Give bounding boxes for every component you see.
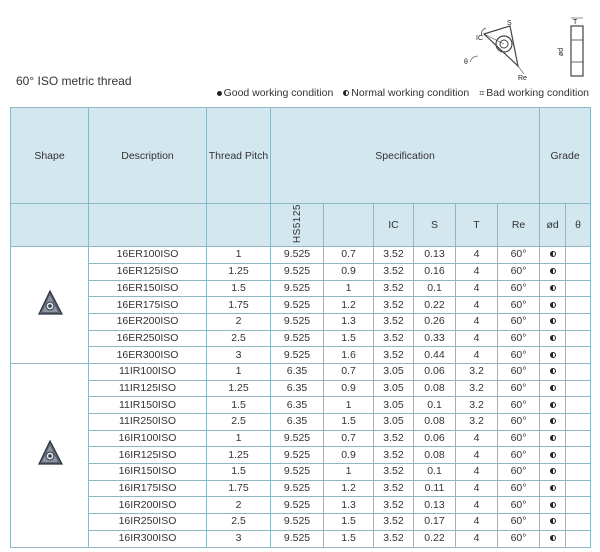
- normal-condition-icon: [550, 335, 556, 341]
- table-cell: 1.25: [207, 263, 271, 280]
- table-cell: 1.5: [324, 530, 374, 547]
- header-theta: θ: [566, 204, 591, 247]
- table-cell: 4: [456, 347, 498, 364]
- table-cell: 9.525: [271, 514, 324, 531]
- diagram-label-s: S: [507, 20, 512, 27]
- header-ic: IC: [374, 204, 414, 247]
- table-cell: 3.52: [374, 464, 414, 481]
- table-cell: 3.05: [374, 414, 414, 431]
- table-row: [11, 464, 591, 481]
- table-cell: 0.08: [414, 447, 456, 464]
- grade-condition-cell: [540, 363, 566, 380]
- header-s: S: [414, 204, 456, 247]
- normal-condition-icon: [550, 452, 556, 458]
- table-cell: 2.5: [207, 414, 271, 431]
- legend-good-label: Good working condition: [223, 87, 334, 99]
- grade-condition-cell: [540, 447, 566, 464]
- normal-condition-icon: [550, 518, 556, 524]
- table-cell: 0.9: [324, 447, 374, 464]
- table-row: [11, 514, 591, 531]
- table-cell: 3.52: [374, 480, 414, 497]
- table-row: [11, 247, 591, 264]
- table-cell: 60°: [498, 380, 540, 397]
- grade-blank-cell: [566, 330, 591, 347]
- shape-image-cell: [11, 363, 89, 547]
- grade-condition-cell: [540, 297, 566, 314]
- table-cell: 1: [207, 430, 271, 447]
- normal-condition-icon: [550, 418, 556, 424]
- condition-legend: [217, 87, 589, 99]
- grade-blank-cell: [566, 380, 591, 397]
- table-cell: 9.525: [271, 530, 324, 547]
- normal-condition-icon: [550, 385, 556, 391]
- table-cell: 60°: [498, 363, 540, 380]
- table-cell: 0.22: [414, 297, 456, 314]
- header-grade-name-cell: [271, 204, 324, 247]
- table-cell: 60°: [498, 397, 540, 414]
- table-row: [11, 297, 591, 314]
- table-row: [11, 447, 591, 464]
- table-cell: 16ER250ISO: [89, 330, 207, 347]
- grade-condition-cell: [540, 330, 566, 347]
- table-cell: 1.25: [207, 380, 271, 397]
- table-cell: 0.44: [414, 347, 456, 364]
- grade-blank-cell: [566, 247, 591, 264]
- header-re: Re: [498, 204, 540, 247]
- header-t: T: [456, 204, 498, 247]
- header-description-blank: [89, 204, 207, 247]
- table-cell: 4: [456, 263, 498, 280]
- header-grade-blank: [324, 204, 374, 247]
- table-cell: 16ER100ISO: [89, 247, 207, 264]
- table-cell: 0.11: [414, 480, 456, 497]
- table-cell: 11IR250ISO: [89, 414, 207, 431]
- table-cell: 4: [456, 530, 498, 547]
- grade-condition-cell: [540, 464, 566, 481]
- grade-blank-cell: [566, 313, 591, 330]
- table-cell: 9.525: [271, 497, 324, 514]
- table-cell: 0.06: [414, 430, 456, 447]
- table-cell: 9.525: [271, 480, 324, 497]
- table-cell: 4: [456, 297, 498, 314]
- table-cell: 4: [456, 480, 498, 497]
- grade-condition-cell: [540, 397, 566, 414]
- header-grade: Grade: [540, 108, 591, 204]
- table-cell: 0.1: [414, 464, 456, 481]
- grade-blank-cell: [566, 280, 591, 297]
- grade-blank-cell: [566, 347, 591, 364]
- table-cell: 1.75: [207, 480, 271, 497]
- table-cell: 60°: [498, 347, 540, 364]
- table-cell: 2.5: [207, 514, 271, 531]
- legend-normal: [343, 87, 469, 99]
- normal-condition-icon: [343, 90, 349, 96]
- normal-condition-icon: [550, 251, 556, 257]
- grade-condition-cell: [540, 247, 566, 264]
- table-cell: 4: [456, 313, 498, 330]
- table-cell: 16IR200ISO: [89, 497, 207, 514]
- table-cell: 60°: [498, 263, 540, 280]
- table-cell: 3.52: [374, 497, 414, 514]
- table-cell: 4: [456, 514, 498, 531]
- table-cell: 4: [456, 447, 498, 464]
- header-od: ød: [540, 204, 566, 247]
- header-pitch-blank: [207, 204, 271, 247]
- grade-condition-cell: [540, 530, 566, 547]
- table-row: [11, 363, 591, 380]
- normal-condition-icon: [550, 285, 556, 291]
- table-cell: 16IR175ISO: [89, 480, 207, 497]
- table-cell: 4: [456, 247, 498, 264]
- table-cell: 4: [456, 330, 498, 347]
- table-row: [11, 480, 591, 497]
- grade-blank-cell: [566, 480, 591, 497]
- table-cell: 3.05: [374, 363, 414, 380]
- table-cell: 3.2: [456, 397, 498, 414]
- table-cell: 0.08: [414, 380, 456, 397]
- normal-condition-icon: [550, 302, 556, 308]
- table-cell: 0.16: [414, 263, 456, 280]
- legend-normal-label: Normal working condition: [351, 87, 470, 99]
- table-cell: 60°: [498, 514, 540, 531]
- table-cell: 1.5: [324, 414, 374, 431]
- table-cell: 1: [324, 280, 374, 297]
- table-cell: 60°: [498, 313, 540, 330]
- table-cell: 1.5: [207, 464, 271, 481]
- normal-condition-icon: [550, 352, 556, 358]
- table-cell: 1: [324, 464, 374, 481]
- grade-condition-cell: [540, 414, 566, 431]
- table-cell: 60°: [498, 480, 540, 497]
- diagram-label-od: ød: [558, 47, 565, 56]
- table-cell: 1.5: [207, 397, 271, 414]
- bad-condition-icon: ⌗: [479, 87, 485, 98]
- table-cell: 1.5: [324, 514, 374, 531]
- table-cell: 3.52: [374, 530, 414, 547]
- table-row: [11, 280, 591, 297]
- table-body: [11, 247, 591, 547]
- header-grade-name: HS5125: [291, 204, 303, 244]
- table-cell: 0.9: [324, 380, 374, 397]
- normal-condition-icon: [550, 535, 556, 541]
- table-row: [11, 497, 591, 514]
- table-row: [11, 414, 591, 431]
- table-cell: 1: [207, 363, 271, 380]
- grade-blank-cell: [566, 430, 591, 447]
- table-row: [11, 530, 591, 547]
- table-cell: 4: [456, 430, 498, 447]
- grade-blank-cell: [566, 263, 591, 280]
- table-cell: 3.2: [456, 380, 498, 397]
- page-title: 60° ISO metric thread: [16, 74, 132, 88]
- table-cell: 2: [207, 497, 271, 514]
- normal-condition-icon: [550, 435, 556, 441]
- table-cell: 0.1: [414, 397, 456, 414]
- table-cell: 60°: [498, 530, 540, 547]
- normal-condition-icon: [550, 318, 556, 324]
- table-row: [11, 380, 591, 397]
- table-cell: 60°: [498, 297, 540, 314]
- normal-condition-icon: [550, 368, 556, 374]
- table-cell: 3.52: [374, 514, 414, 531]
- table-cell: 11IR125ISO: [89, 380, 207, 397]
- header-thread-pitch: Thread Pitch: [207, 108, 271, 204]
- shape-image-cell: [11, 247, 89, 364]
- table-cell: 9.525: [271, 280, 324, 297]
- table-cell: 9.525: [271, 447, 324, 464]
- table-cell: 1.75: [207, 297, 271, 314]
- table-cell: 3.2: [456, 363, 498, 380]
- table-cell: 9.525: [271, 263, 324, 280]
- diagram-label-ic: IC: [476, 35, 483, 42]
- normal-condition-icon: [550, 485, 556, 491]
- table-cell: 9.525: [271, 464, 324, 481]
- table-cell: 60°: [498, 447, 540, 464]
- table-cell: 3.52: [374, 263, 414, 280]
- table-cell: 16IR150ISO: [89, 464, 207, 481]
- grade-blank-cell: [566, 363, 591, 380]
- table-cell: 3: [207, 530, 271, 547]
- grade-blank-cell: [566, 397, 591, 414]
- table-cell: 3.05: [374, 380, 414, 397]
- table-cell: 0.13: [414, 247, 456, 264]
- header-shape: Shape: [11, 108, 89, 204]
- grade-condition-cell: [540, 480, 566, 497]
- grade-condition-cell: [540, 514, 566, 531]
- table-header: [11, 108, 591, 247]
- table-cell: 9.525: [271, 247, 324, 264]
- normal-condition-icon: [550, 268, 556, 274]
- table-cell: 1.2: [324, 297, 374, 314]
- table-cell: 0.08: [414, 414, 456, 431]
- header-shape-blank: [11, 204, 89, 247]
- legend-bad: [479, 87, 589, 99]
- grade-blank-cell: [566, 414, 591, 431]
- grade-blank-cell: [566, 530, 591, 547]
- table-cell: 9.525: [271, 330, 324, 347]
- table-cell: 3.52: [374, 280, 414, 297]
- table-cell: 0.7: [324, 247, 374, 264]
- table-cell: 1.3: [324, 497, 374, 514]
- grade-blank-cell: [566, 297, 591, 314]
- table-cell: 6.35: [271, 363, 324, 380]
- good-condition-icon: [217, 91, 222, 96]
- header-description: Description: [89, 108, 207, 204]
- normal-condition-icon: [550, 402, 556, 408]
- table-cell: 4: [456, 464, 498, 481]
- table-cell: 6.35: [271, 380, 324, 397]
- table-cell: 3.52: [374, 313, 414, 330]
- table-row: [11, 330, 591, 347]
- grade-blank-cell: [566, 447, 591, 464]
- table-cell: 9.525: [271, 297, 324, 314]
- table-cell: 9.525: [271, 313, 324, 330]
- insert-top-view-diagram: [462, 16, 530, 82]
- table-cell: 3.52: [374, 430, 414, 447]
- table-cell: 0.26: [414, 313, 456, 330]
- table-cell: 4: [456, 497, 498, 514]
- table-cell: 16IR100ISO: [89, 430, 207, 447]
- table-cell: 3.52: [374, 330, 414, 347]
- table-row: [11, 313, 591, 330]
- grade-condition-cell: [540, 347, 566, 364]
- grade-blank-cell: [566, 464, 591, 481]
- table-row: [11, 263, 591, 280]
- insert-shape-image: [33, 286, 67, 320]
- insert-shape-image: [33, 436, 67, 470]
- table-cell: 16ER200ISO: [89, 313, 207, 330]
- table-cell: 16IR300ISO: [89, 530, 207, 547]
- table-cell: 9.525: [271, 347, 324, 364]
- table-cell: 4: [456, 280, 498, 297]
- table-cell: 60°: [498, 280, 540, 297]
- diagram-label-t: T: [573, 19, 578, 26]
- table-cell: 1.25: [207, 447, 271, 464]
- table-cell: 16IR125ISO: [89, 447, 207, 464]
- grade-blank-cell: [566, 514, 591, 531]
- table-cell: 0.33: [414, 330, 456, 347]
- table-row: [11, 347, 591, 364]
- table-row: [11, 430, 591, 447]
- legend-bad-label: Bad working condition: [486, 87, 589, 99]
- legend-good: [217, 87, 334, 99]
- table-cell: 3.52: [374, 347, 414, 364]
- grade-condition-cell: [540, 380, 566, 397]
- table-cell: 60°: [498, 414, 540, 431]
- table-cell: 16IR250ISO: [89, 514, 207, 531]
- table-cell: 16ER150ISO: [89, 280, 207, 297]
- table-cell: 3.2: [456, 414, 498, 431]
- table-cell: 0.06: [414, 363, 456, 380]
- table-cell: 11IR100ISO: [89, 363, 207, 380]
- table-cell: 3: [207, 347, 271, 364]
- thread-insert-table: [10, 107, 591, 548]
- table-cell: 0.9: [324, 263, 374, 280]
- table-cell: 9.525: [271, 430, 324, 447]
- table-cell: 1: [207, 247, 271, 264]
- table-row: [11, 397, 591, 414]
- table-cell: 60°: [498, 497, 540, 514]
- grade-condition-cell: [540, 280, 566, 297]
- table-cell: 60°: [498, 330, 540, 347]
- table-cell: 3.52: [374, 447, 414, 464]
- table-cell: 0.7: [324, 363, 374, 380]
- normal-condition-icon: [550, 468, 556, 474]
- table-cell: 16ER125ISO: [89, 263, 207, 280]
- insert-side-view-diagram: [551, 16, 591, 80]
- header-specification: Specification: [271, 108, 540, 204]
- diagram-label-theta: θ: [464, 59, 468, 66]
- table-cell: 3.05: [374, 397, 414, 414]
- table-cell: 0.17: [414, 514, 456, 531]
- table-cell: 0.22: [414, 530, 456, 547]
- table-cell: 3.52: [374, 247, 414, 264]
- table-cell: 60°: [498, 430, 540, 447]
- grade-condition-cell: [540, 430, 566, 447]
- table-cell: 2.5: [207, 330, 271, 347]
- grade-condition-cell: [540, 497, 566, 514]
- table-cell: 1: [324, 397, 374, 414]
- table-cell: 60°: [498, 464, 540, 481]
- table-cell: 1.3: [324, 313, 374, 330]
- grade-condition-cell: [540, 263, 566, 280]
- table-cell: 1.2: [324, 480, 374, 497]
- table-cell: 2: [207, 313, 271, 330]
- grade-condition-cell: [540, 313, 566, 330]
- table-cell: 6.35: [271, 414, 324, 431]
- table-cell: 16ER175ISO: [89, 297, 207, 314]
- table-cell: 1.6: [324, 347, 374, 364]
- table-cell: 0.7: [324, 430, 374, 447]
- table-cell: 16ER300ISO: [89, 347, 207, 364]
- table-cell: 11IR150ISO: [89, 397, 207, 414]
- table-cell: 0.1: [414, 280, 456, 297]
- table-cell: 1.5: [324, 330, 374, 347]
- table-cell: 6.35: [271, 397, 324, 414]
- table-cell: 1.5: [207, 280, 271, 297]
- table-cell: 3.52: [374, 297, 414, 314]
- table-cell: 60°: [498, 247, 540, 264]
- grade-blank-cell: [566, 497, 591, 514]
- diagram-label-re: Re: [518, 75, 527, 82]
- table-cell: 0.13: [414, 497, 456, 514]
- normal-condition-icon: [550, 502, 556, 508]
